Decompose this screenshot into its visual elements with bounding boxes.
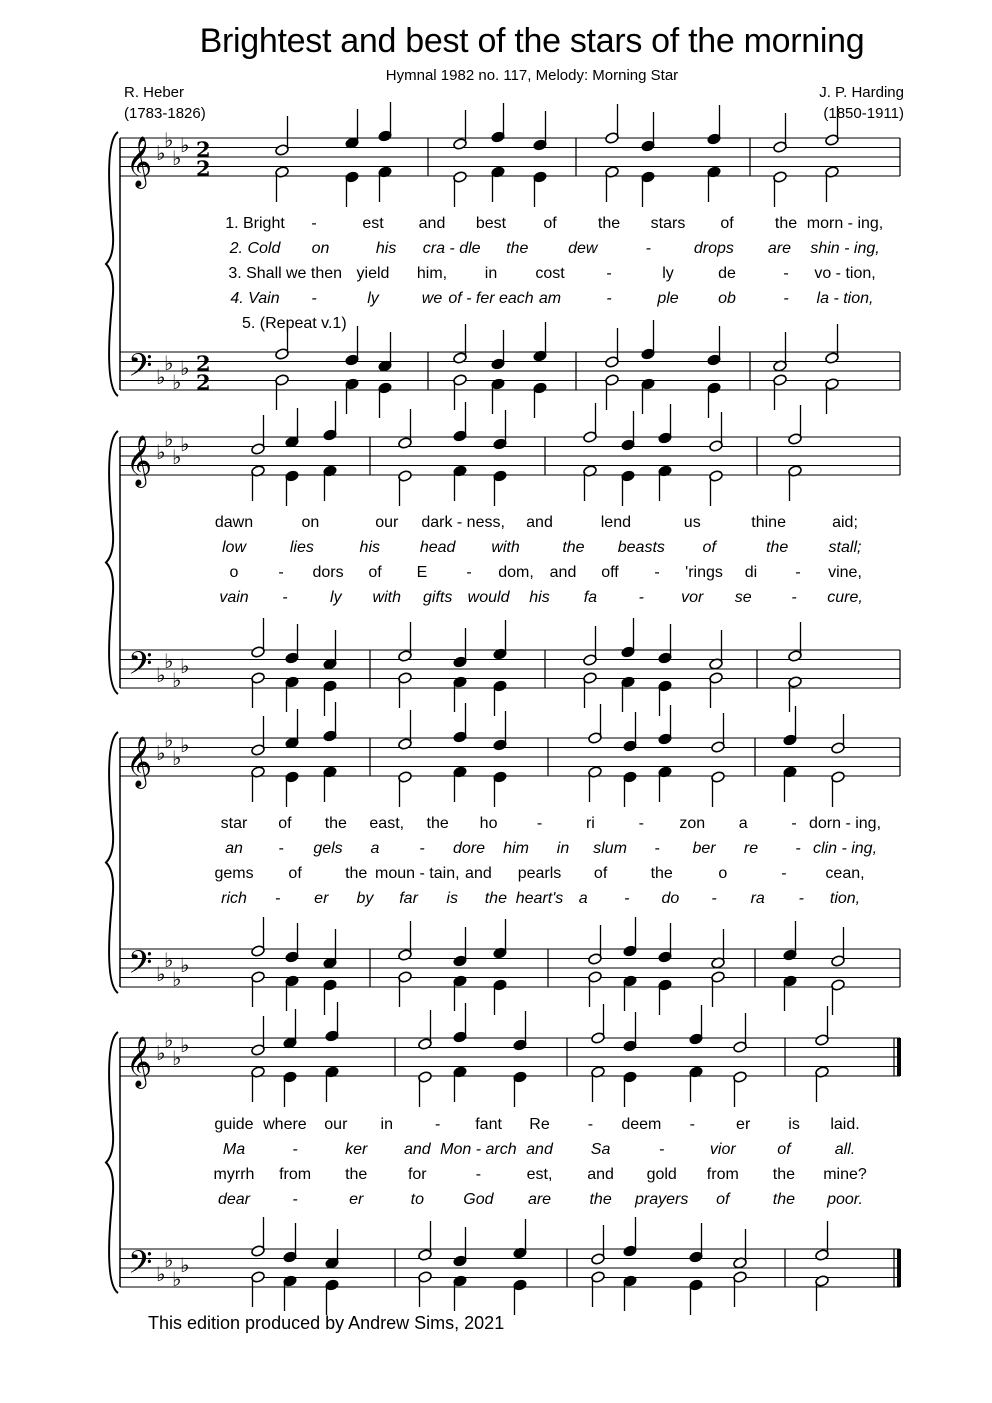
lyric-syllable: - bbox=[587, 1116, 594, 1133]
lyric-syllable: - bbox=[791, 815, 797, 832]
lyric-syllable: from bbox=[279, 1166, 312, 1183]
lyric-syllable: - bbox=[783, 265, 789, 282]
flat-icon: ♭ bbox=[180, 953, 190, 977]
lyric-line-verse-4 bbox=[0, 890, 992, 912]
lyric-syllable: with bbox=[372, 589, 401, 606]
flat-icon: ♭ bbox=[156, 1041, 166, 1065]
lyric-syllable: the bbox=[772, 1191, 796, 1208]
lyric-syllable: cure, bbox=[827, 589, 863, 606]
lyric-line-verse-3 bbox=[0, 564, 992, 586]
flat-icon: ♭ bbox=[164, 128, 174, 152]
lyric-syllable: our bbox=[324, 1116, 348, 1133]
lyric-syllable: ber bbox=[692, 840, 716, 857]
lyric-syllable: guide bbox=[214, 1116, 254, 1133]
lyric-syllable: 3. Shall bbox=[228, 265, 282, 282]
lyric-syllable: pearls bbox=[517, 865, 562, 882]
lyric-syllable: we bbox=[421, 290, 443, 307]
lyric-syllable: his bbox=[529, 589, 550, 606]
flat-icon: ♭ bbox=[172, 1046, 182, 1070]
lyric-syllable: ho bbox=[479, 815, 498, 832]
lyric-syllable: vain bbox=[219, 589, 249, 606]
lyric-syllable: star bbox=[220, 815, 248, 832]
lyric-syllable: God bbox=[463, 1191, 494, 1208]
system-brace bbox=[106, 132, 118, 396]
lyric-syllable: aid; bbox=[832, 514, 858, 531]
lyric-syllable: - bbox=[638, 815, 644, 832]
lyric-syllable: tion, bbox=[829, 890, 861, 907]
lyric-syllable: - bbox=[791, 589, 797, 606]
hymn-subtitle: Hymnal 1982 no. 117, Melody: Morning Star bbox=[385, 67, 679, 84]
treble-clef-icon: 𝄞 bbox=[126, 435, 153, 486]
lyric-syllable: 2. Cold bbox=[229, 240, 281, 257]
lyric-syllable: ly bbox=[662, 265, 674, 282]
lyric-syllable: - bbox=[282, 589, 288, 606]
flat-icon: ♭ bbox=[172, 146, 182, 170]
lyric-syllable: - bbox=[278, 564, 284, 581]
lyric-syllable: - bbox=[311, 215, 317, 232]
lyric-syllable: and bbox=[526, 1141, 553, 1158]
flat-icon: ♭ bbox=[180, 1253, 190, 1277]
lyric-syllable: on bbox=[301, 514, 320, 531]
lyric-syllable: dark - ness, bbox=[421, 514, 505, 531]
lyric-syllable: ker bbox=[345, 1141, 368, 1158]
bass-clef-icon: 𝄢 bbox=[128, 347, 153, 391]
lyric-syllable: the bbox=[484, 890, 507, 907]
lyric-syllable: myrrh bbox=[213, 1166, 255, 1183]
lyric-syllable: E bbox=[416, 564, 428, 581]
lyric-syllable: - bbox=[781, 865, 787, 882]
lyric-syllable: - bbox=[419, 840, 425, 857]
lyric-line-verse-1 bbox=[0, 815, 992, 837]
lyric-syllable: - bbox=[659, 1141, 665, 1158]
lyric-syllable: ly bbox=[367, 290, 379, 307]
lyric-syllable: and bbox=[526, 514, 553, 531]
lyric-syllable: - bbox=[654, 840, 660, 857]
lyric-syllable: ob bbox=[718, 290, 736, 307]
lyric-syllable: slum bbox=[593, 840, 627, 857]
system-brace bbox=[106, 431, 118, 694]
lyric-syllable: are bbox=[767, 240, 791, 257]
lyric-syllable: our bbox=[375, 514, 399, 531]
lyric-syllable: is bbox=[788, 1116, 800, 1133]
lyric-syllable: are bbox=[527, 1191, 552, 1208]
lyric-syllable: all. bbox=[834, 1141, 856, 1158]
lyric-syllable: - bbox=[536, 815, 543, 832]
lyric-syllable: zon bbox=[679, 815, 706, 832]
lyric-syllable: of bbox=[593, 865, 608, 882]
lyric-line-verse-2 bbox=[0, 840, 992, 862]
bass-clef-icon: 𝄢 bbox=[128, 944, 153, 988]
lyric-line-verse-3 bbox=[0, 865, 992, 887]
lyric-syllable: shin - ing, bbox=[810, 240, 880, 257]
lyric-syllable: cean, bbox=[825, 865, 865, 882]
lyric-syllable: de bbox=[718, 265, 736, 282]
lyric-syllable: mine? bbox=[823, 1166, 867, 1183]
lyric-syllable: 4. Vain bbox=[230, 290, 280, 307]
lyric-syllable: morn - ing, bbox=[806, 215, 884, 232]
lyric-syllable: lies bbox=[289, 539, 314, 556]
lyric-syllable: and bbox=[465, 865, 492, 882]
lyric-syllable: of bbox=[716, 1191, 730, 1208]
lyric-syllable: re bbox=[743, 840, 759, 857]
lyric-syllable: him bbox=[503, 840, 529, 857]
lyric-syllable: dors bbox=[312, 564, 344, 581]
time-signature: 2 bbox=[196, 370, 211, 395]
lyric-syllable: low bbox=[221, 539, 247, 556]
system-brace bbox=[106, 732, 118, 993]
flat-icon: ♭ bbox=[164, 948, 174, 972]
lyric-line-verse-2 bbox=[0, 240, 992, 262]
lyric-syllable: the bbox=[774, 215, 798, 232]
lyric-syllable: the bbox=[426, 815, 449, 832]
flat-icon: ♭ bbox=[180, 1033, 190, 1057]
lyric-syllable: 1. Bright bbox=[225, 215, 285, 232]
lyric-syllable: of bbox=[368, 564, 382, 581]
lyric-syllable: - bbox=[434, 1116, 441, 1133]
lyric-syllable: laid. bbox=[830, 1116, 860, 1133]
lyric-syllable: poor. bbox=[827, 1191, 863, 1208]
lyric-syllable: of - fer each bbox=[448, 290, 534, 307]
lyric-syllable: - bbox=[798, 890, 805, 907]
lyric-syllable: er bbox=[736, 1116, 751, 1133]
flat-icon: ♭ bbox=[172, 370, 182, 394]
lyric-syllable: - bbox=[606, 265, 612, 282]
lyric-syllable: and bbox=[418, 215, 446, 232]
lyric-syllable: and bbox=[549, 564, 577, 581]
lyric-syllable: dom, bbox=[498, 564, 534, 581]
lyric-syllable: - bbox=[466, 564, 472, 581]
lyric-line-verse-4 bbox=[0, 1191, 992, 1213]
lyric-syllable: clin - ing, bbox=[812, 840, 878, 857]
flat-icon: ♭ bbox=[172, 967, 182, 991]
lyric-syllable: the bbox=[765, 539, 789, 556]
lyric-syllable: fant bbox=[475, 1116, 502, 1133]
lyric-syllable: dore bbox=[452, 840, 486, 857]
lyric-syllable: by bbox=[356, 890, 374, 907]
lyric-syllable: - bbox=[624, 890, 630, 907]
lyric-syllable: head bbox=[419, 539, 456, 556]
bass-clef-icon: 𝄢 bbox=[128, 1244, 153, 1288]
lyric-syllable: - bbox=[311, 290, 317, 307]
lyric-syllable: off bbox=[601, 564, 619, 581]
lyric-syllable: vo - tion, bbox=[814, 265, 876, 282]
lyric-syllable: best bbox=[475, 215, 507, 232]
time-signature: 2 bbox=[196, 137, 211, 162]
lyric-syllable: the bbox=[772, 1166, 796, 1183]
lyric-line-verse-1 bbox=[0, 215, 992, 237]
lyric-syllable: gels bbox=[313, 840, 343, 857]
lyric-syllable: - bbox=[654, 564, 660, 581]
lyric-syllable: us bbox=[683, 514, 701, 531]
lyric-syllable: 5. (Repeat v.1) bbox=[242, 315, 347, 332]
flat-icon: ♭ bbox=[164, 1028, 174, 1052]
flat-icon: ♭ bbox=[172, 668, 182, 692]
composer: J. P. Harding bbox=[819, 84, 904, 101]
lyric-syllable: er bbox=[314, 890, 329, 907]
lyric-syllable: - bbox=[711, 890, 717, 907]
lyric-syllable: Ma bbox=[222, 1141, 246, 1158]
flat-icon: ♭ bbox=[164, 728, 174, 752]
lyric-syllable: where bbox=[263, 1116, 307, 1133]
lyric-syllable: ple bbox=[657, 290, 679, 307]
lyric-syllable: the bbox=[345, 1166, 368, 1183]
lyric-syllable: - bbox=[292, 1141, 298, 1158]
bass-clef-icon: 𝄢 bbox=[128, 645, 153, 689]
lyric-syllable: him, bbox=[416, 265, 448, 282]
lyric-syllable: - bbox=[795, 564, 801, 581]
lyric-syllable: gold bbox=[646, 1166, 677, 1183]
lyric-syllable: stars bbox=[650, 215, 686, 232]
lyric-syllable: - bbox=[795, 840, 801, 857]
lyric-syllable: dear bbox=[217, 1191, 251, 1208]
lyric-syllable: to bbox=[410, 1191, 424, 1208]
lyric-syllable: of bbox=[702, 539, 716, 556]
lyric-syllable: - bbox=[292, 1191, 298, 1208]
lyric-syllable: we then bbox=[285, 265, 343, 282]
lyric-syllable: drops bbox=[693, 240, 734, 257]
hymn-title: Brightest and best of the stars of the morning bbox=[199, 22, 865, 60]
lyric-syllable: do bbox=[661, 890, 680, 907]
lyric-line-verse-1 bbox=[0, 514, 992, 536]
lyric-syllable: and bbox=[403, 1141, 431, 1158]
lyric-syllable: from bbox=[706, 1166, 739, 1183]
lyric-syllable: the bbox=[562, 539, 585, 556]
final-barline bbox=[897, 1249, 901, 1287]
lyric-syllable: cra - dle bbox=[422, 240, 481, 257]
lyric-syllable: thine bbox=[751, 514, 786, 531]
lyric-syllable: - bbox=[645, 240, 651, 257]
lyric-line-verse-1 bbox=[0, 1116, 992, 1138]
lyric-line-verse-2 bbox=[0, 1141, 992, 1163]
lyric-syllable: prayers bbox=[635, 1191, 689, 1208]
lyric-syllable: a bbox=[738, 815, 748, 832]
lyric-syllable: - bbox=[475, 1166, 482, 1183]
text-author: R. Heber bbox=[124, 84, 185, 101]
lyric-syllable: for bbox=[407, 1166, 427, 1183]
lyric-syllable: o bbox=[718, 865, 728, 882]
lyric-line-verse-2 bbox=[0, 539, 992, 561]
lyric-syllable: - bbox=[278, 840, 284, 857]
flat-icon: ♭ bbox=[156, 141, 166, 165]
flat-icon: ♭ bbox=[180, 432, 190, 456]
lyric-syllable: moun - tain, bbox=[375, 865, 460, 882]
flat-icon: ♭ bbox=[164, 427, 174, 451]
lyric-syllable: in bbox=[556, 840, 570, 857]
lyric-syllable: the bbox=[650, 865, 673, 882]
lyric-syllable: a bbox=[578, 890, 588, 907]
lyric-syllable: er bbox=[349, 1191, 364, 1208]
lyric-syllable: vine, bbox=[828, 564, 862, 581]
lyric-syllable: dew bbox=[568, 240, 598, 257]
lyric-syllable: would bbox=[467, 589, 510, 606]
lyric-syllable: est bbox=[362, 215, 384, 232]
lyric-syllable: di bbox=[744, 564, 758, 581]
lyric-syllable: stall; bbox=[828, 539, 862, 556]
flat-icon: ♭ bbox=[156, 440, 166, 464]
lyric-syllable: lend bbox=[600, 514, 631, 531]
flat-icon: ♭ bbox=[164, 1248, 174, 1272]
lyric-line-verse-4 bbox=[0, 589, 992, 611]
composer-dates: (1850-1911) bbox=[823, 105, 904, 122]
lyric-syllable: ly bbox=[330, 589, 342, 606]
lyric-syllable: Re bbox=[529, 1116, 550, 1133]
lyric-syllable: the bbox=[345, 865, 368, 882]
flat-icon: ♭ bbox=[172, 1267, 182, 1291]
lyric-syllable: dorn - ing, bbox=[808, 815, 882, 832]
lyric-syllable: and bbox=[587, 1166, 614, 1183]
lyric-syllable: rich bbox=[221, 890, 247, 907]
lyric-syllable: yield bbox=[356, 265, 390, 282]
lyric-syllable: the bbox=[597, 215, 621, 232]
lyric-syllable: - bbox=[274, 890, 281, 907]
lyric-syllable: o bbox=[229, 564, 239, 581]
flat-icon: ♭ bbox=[180, 133, 190, 157]
treble-clef-icon: 𝄞 bbox=[126, 1036, 153, 1087]
lyric-syllable: - bbox=[689, 1116, 695, 1133]
time-signature: 2 bbox=[196, 156, 211, 181]
lyric-syllable: the bbox=[589, 1191, 612, 1208]
text-author-dates: (1783-1826) bbox=[124, 105, 206, 122]
lyric-syllable: with bbox=[491, 539, 520, 556]
flat-icon: ♭ bbox=[180, 733, 190, 757]
lyric-syllable: la - tion, bbox=[816, 290, 874, 307]
lyric-syllable: vor bbox=[681, 589, 704, 606]
lyric-syllable: his bbox=[375, 240, 397, 257]
flat-icon: ♭ bbox=[164, 649, 174, 673]
lyric-line-verse-3 bbox=[0, 1166, 992, 1188]
lyric-syllable: vior bbox=[709, 1141, 736, 1158]
lyric-syllable: - bbox=[606, 290, 612, 307]
lyric-syllable: heart's bbox=[515, 890, 564, 907]
lyric-syllable: of bbox=[777, 1141, 791, 1158]
lyric-syllable: fa bbox=[583, 589, 598, 606]
lyric-syllable: ra bbox=[750, 890, 765, 907]
lyric-syllable: is bbox=[446, 890, 458, 907]
lyric-syllable: an bbox=[225, 840, 243, 857]
lyric-syllable: his bbox=[359, 539, 380, 556]
flat-icon: ♭ bbox=[156, 741, 166, 765]
lyric-syllable: of bbox=[278, 815, 292, 832]
lyric-syllable: beasts bbox=[617, 539, 665, 556]
final-barline bbox=[897, 1038, 901, 1076]
lyric-syllable: ri bbox=[585, 815, 595, 832]
lyric-syllable: 'rings bbox=[685, 564, 723, 581]
lyric-syllable: - bbox=[638, 589, 644, 606]
lyric-syllable: on bbox=[311, 240, 330, 257]
lyric-line-verse-3 bbox=[0, 265, 992, 287]
treble-clef-icon: 𝄞 bbox=[126, 736, 153, 787]
lyric-syllable: deem bbox=[621, 1116, 662, 1133]
time-signature: 2 bbox=[196, 351, 211, 376]
treble-clef-icon: 𝄞 bbox=[126, 136, 153, 187]
lyric-syllable: of bbox=[720, 215, 734, 232]
lyric-syllable: est, bbox=[526, 1166, 553, 1183]
edition-note: This edition produced by Andrew Sims, 2021 bbox=[148, 1313, 505, 1333]
lyric-syllable: Mon - arch bbox=[440, 1141, 517, 1158]
lyric-syllable: a bbox=[370, 840, 380, 857]
lyric-syllable: of bbox=[543, 215, 557, 232]
lyric-line-verse-5 bbox=[0, 315, 992, 337]
flat-icon: ♭ bbox=[180, 654, 190, 678]
lyric-syllable: dawn bbox=[214, 514, 254, 531]
lyric-syllable: gems bbox=[214, 865, 254, 882]
flat-icon: ♭ bbox=[156, 1262, 166, 1286]
flat-icon: ♭ bbox=[164, 351, 174, 375]
flat-icon: ♭ bbox=[156, 663, 166, 687]
lyric-syllable: east, bbox=[369, 815, 405, 832]
flat-icon: ♭ bbox=[156, 365, 166, 389]
lyric-syllable: in bbox=[380, 1116, 393, 1133]
flat-icon: ♭ bbox=[172, 746, 182, 770]
flat-icon: ♭ bbox=[172, 445, 182, 469]
lyric-syllable: am bbox=[538, 290, 562, 307]
lyric-syllable: far bbox=[399, 890, 418, 907]
lyric-syllable: cost bbox=[535, 265, 565, 282]
flat-icon: ♭ bbox=[180, 356, 190, 380]
flat-icon: ♭ bbox=[156, 962, 166, 986]
lyric-syllable: in bbox=[484, 265, 498, 282]
lyric-syllable: Sa bbox=[590, 1141, 611, 1158]
lyric-syllable: of bbox=[288, 865, 302, 882]
lyric-syllable: gifts bbox=[422, 589, 453, 606]
lyric-syllable: se bbox=[734, 589, 752, 606]
lyric-line-verse-4 bbox=[0, 290, 992, 312]
lyric-syllable: - bbox=[783, 290, 789, 307]
lyric-syllable: the bbox=[324, 815, 347, 832]
lyric-syllable: the bbox=[506, 240, 529, 257]
